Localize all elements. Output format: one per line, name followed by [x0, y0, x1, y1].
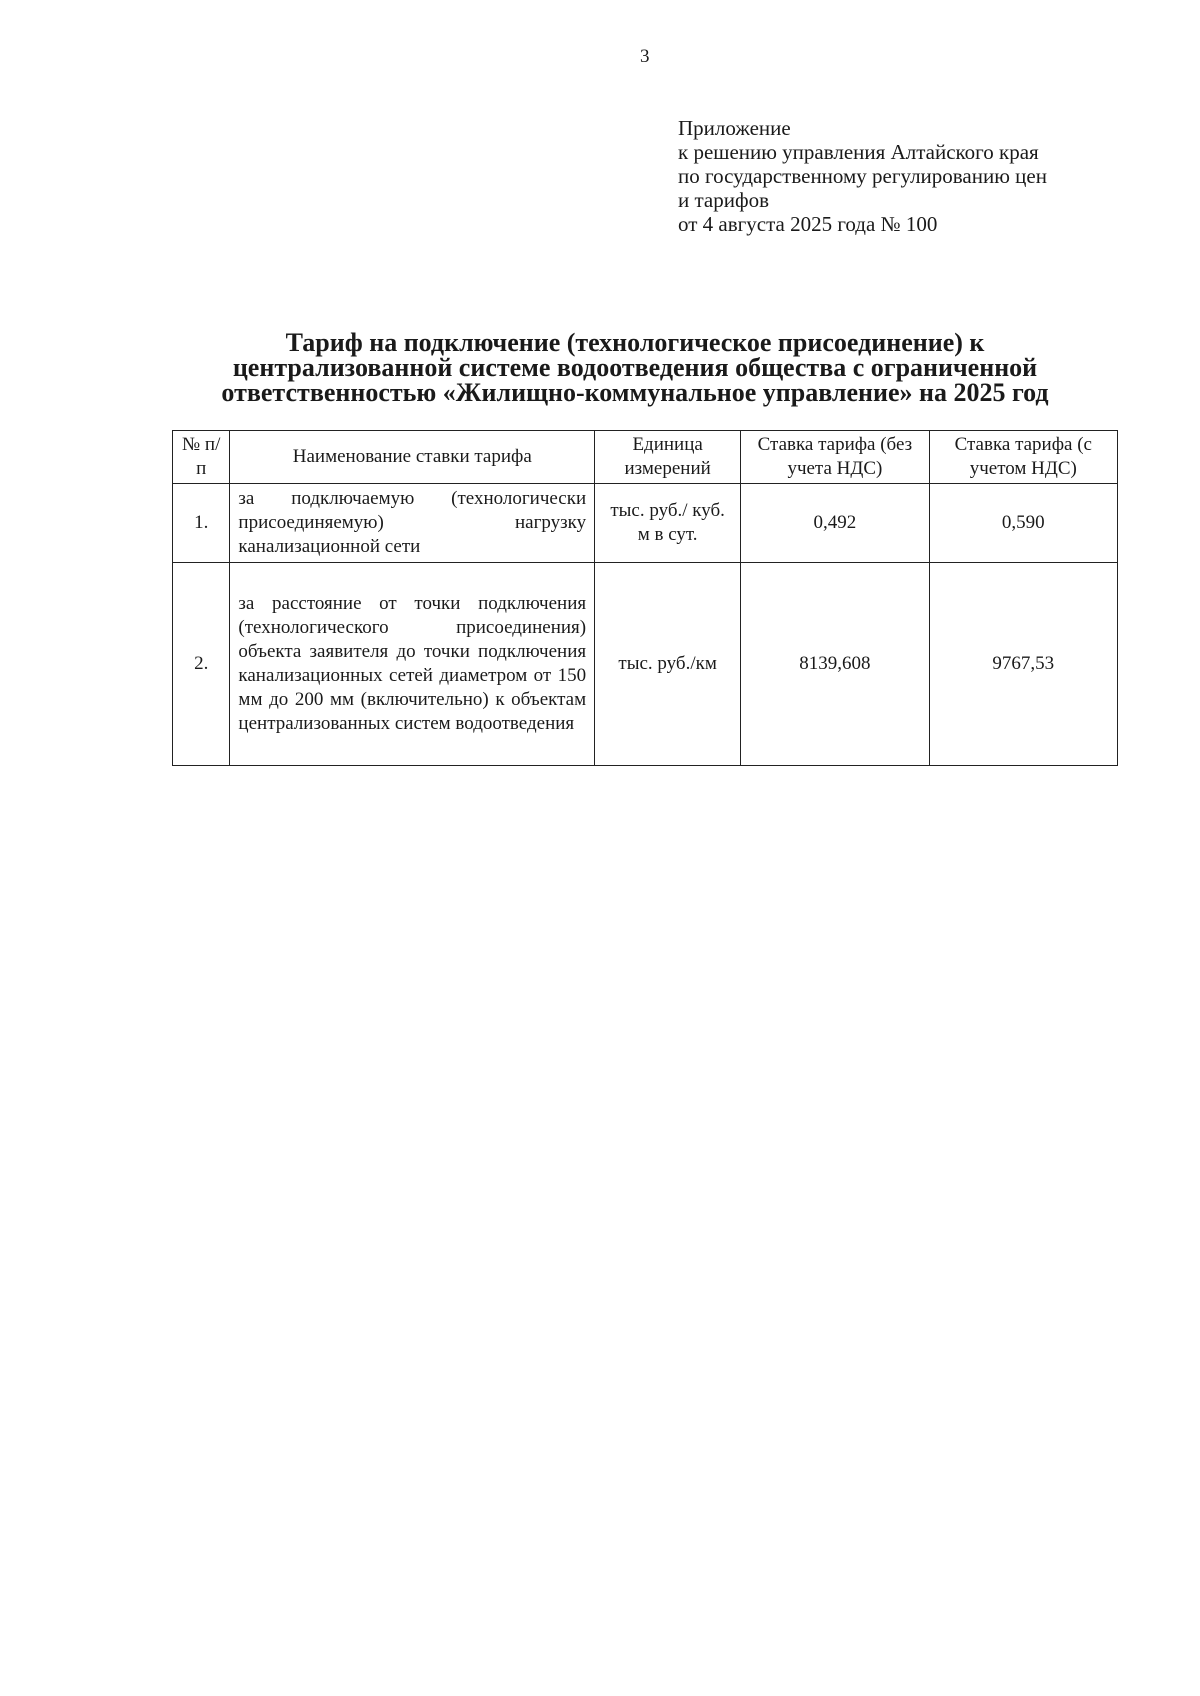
table-header-row	[173, 431, 1118, 484]
page-number: 3	[640, 46, 650, 67]
cell-num: 2.	[173, 563, 230, 766]
appendix-line: к решению управления Алтайского края	[678, 140, 1039, 164]
cell-unit: тыс. руб./км	[595, 563, 741, 766]
appendix-line: от 4 августа 2025 года № 100	[678, 212, 938, 236]
table-row	[173, 563, 1118, 766]
appendix-line: Приложение	[678, 116, 791, 140]
header-unit: Единица измерений	[595, 431, 741, 484]
cell-rate-vat: 9767,53	[929, 563, 1117, 766]
tariff-table	[172, 430, 1118, 766]
appendix-line: и тарифов	[678, 188, 770, 212]
cell-rate-no-vat: 8139,608	[741, 563, 929, 766]
appendix-block	[678, 116, 1148, 236]
header-rate-vat: Ставка тарифа (с учетом НДС)	[929, 431, 1117, 484]
header-rate-no-vat: Ставка тарифа (без учета НДС)	[741, 431, 929, 484]
table-row	[173, 484, 1118, 563]
document-title	[150, 330, 1120, 405]
title-line: Тариф на подключение (технологическое присоединение) к	[285, 328, 985, 357]
appendix-line: по государственному регулированию цен	[678, 164, 1047, 188]
title-line: ответственностью «Жилищно-коммунальное управление» на 2025 год	[221, 378, 1049, 407]
cell-name: за подключаемую (технологически присоединяемую) нагрузку канализационной сети	[230, 484, 595, 563]
cell-name: за расстояние от точки подключения (технологического присоединения) объекта заявителя до точки подключения канализационных сетей диаметром от 150 мм до 200 мм (включительно) к объектам централизованных систем водоотведения	[230, 563, 595, 766]
cell-rate-no-vat: 0,492	[741, 484, 929, 563]
title-line: централизованной системе водоотведения общества с ограниченной	[232, 353, 1038, 382]
cell-unit: тыс. руб./ куб. м в сут.	[595, 484, 741, 563]
header-num: № п/п	[173, 431, 230, 484]
cell-rate-vat: 0,590	[929, 484, 1117, 563]
cell-num: 1.	[173, 484, 230, 563]
header-name: Наименование ставки тарифа	[230, 431, 595, 484]
